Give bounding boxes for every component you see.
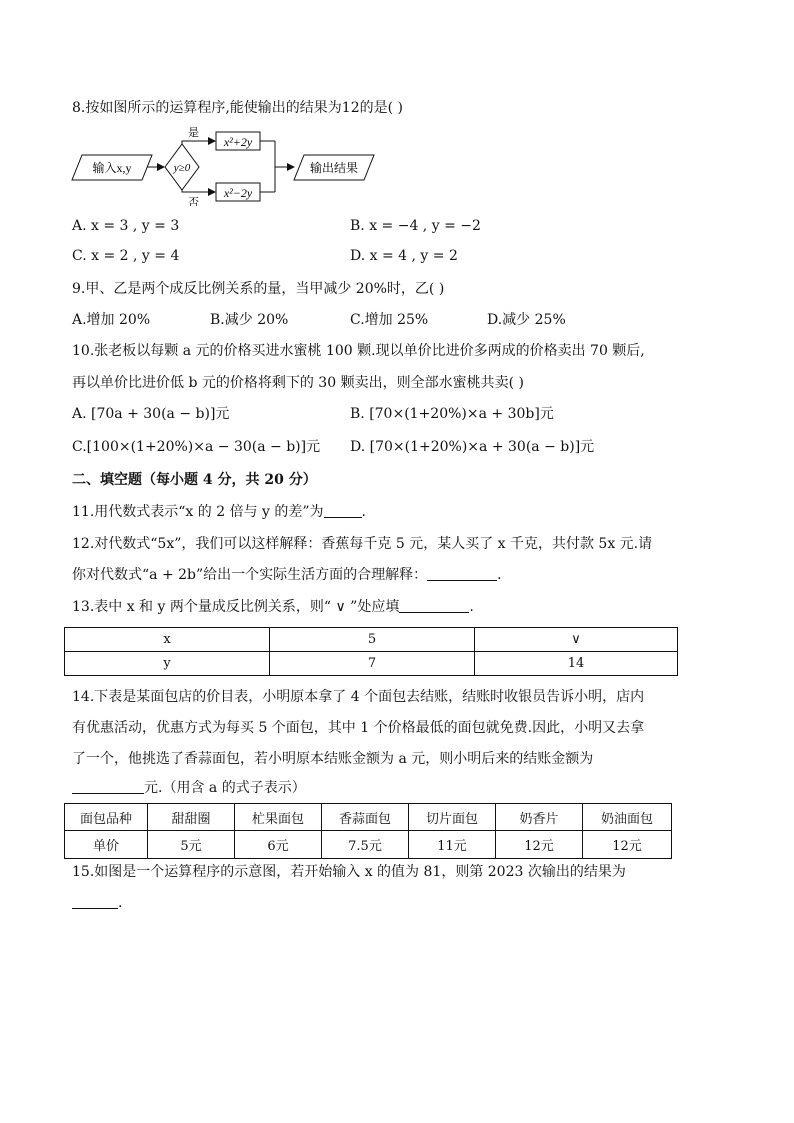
q12-line-1: 12.对代数式“5x”，我们可以这样解释：香蕉每千克 5 元，某人买了 x 千克，共付款 5x 元.请 (72, 536, 653, 552)
condition-label: y≥0 (173, 162, 191, 174)
q14-line-4-text: 元.（用含 a 的式子表示） (144, 780, 306, 796)
q10-option-d: D. [70×(1+20%)×a + 30(a − b)]元 (350, 439, 595, 455)
q14-line-3: 了一个，他挑选了香蒜面包，若小明原本结账金额为 a 元，则小明后来的结账金额为 (72, 751, 594, 767)
q14-line-1: 14.下表是某面包店的价目表，小明原本拿了 4 个面包去结账，结账时收银员告诉小明，店内 (72, 689, 645, 705)
q14-row-1: 5元 (148, 831, 235, 859)
bottom-expr-label: x²−2y (223, 186, 253, 200)
q13-end: . (469, 599, 474, 615)
no-label: 否 (188, 197, 199, 206)
q11-answer-blank[interactable] (324, 503, 362, 518)
q14-line-2: 有优惠活动，优惠方式为每买 5 个面包，其中 1 个价格最低的面包就免费.因此，小明又去拿 (72, 720, 645, 736)
q9-stem: 9.甲、乙是两个成反比例关系的量，当甲减少 20%时，乙( ) (72, 281, 445, 297)
q10-option-b: B. [70×(1+20%)×a + 30b]元 (350, 406, 554, 422)
q14-row-6: 12元 (583, 831, 672, 859)
q14-header-5: 奶香片 (496, 804, 583, 831)
q15-answer-blank[interactable] (72, 894, 118, 909)
q8-option-d: D. x = 4 , y = 2 (350, 248, 458, 264)
section-2-heading: 二、填空题（每小题 4 分，共 20 分） (72, 472, 317, 488)
q12-line-2 (72, 565, 502, 585)
input-label: 输入x,y (92, 161, 132, 175)
q14-answer-blank[interactable] (72, 779, 144, 794)
q9-option-a: A.增加 20% (72, 312, 151, 328)
q12-end: . (497, 567, 502, 583)
q9-option-c: C.增加 25% (350, 312, 429, 328)
top-expr-label: x²+2y (223, 135, 253, 149)
q14-row-0: 单价 (65, 831, 148, 859)
q14-header-1: 甜甜圈 (148, 804, 235, 831)
q13-cell-y-2: 14 (475, 652, 678, 676)
q14-header-0: 面包品种 (65, 804, 148, 831)
q13-cell-x-2: ∨ (475, 628, 678, 652)
q14-header-2: 杧果面包 (235, 804, 322, 831)
q8-option-a: A. x = 3 , y = 3 (72, 218, 180, 234)
yes-label: 是 (188, 127, 199, 139)
q13-cell-x-1: 5 (270, 628, 475, 652)
q8-stem: 8.按如图所示的运算程序,能使输出的结果为12的是( ) (72, 100, 403, 116)
q13 (72, 597, 474, 617)
q12-answer-blank[interactable] (427, 566, 497, 581)
q15-end: . (118, 895, 123, 911)
q13-answer-blank[interactable] (399, 598, 469, 613)
q14-header-4: 切片面包 (409, 804, 496, 831)
q13-table (64, 627, 678, 676)
q13-stem: 13.表中 x 和 y 两个量成反比例关系，则“ ∨ ”处应填 (72, 599, 400, 615)
q10-option-a: A. [70a + 30(a − b)]元 (72, 406, 230, 422)
q15-line-2 (72, 893, 122, 913)
q14-header-3: 香蒜面包 (322, 804, 409, 831)
q10-line-2: 再以单价比进价低 b 元的价格将剩下的 30 颗卖出，则全部水蜜桃共卖( ) (72, 375, 524, 391)
q12-line-2-text: 你对代数式“a + 2b”给出一个实际生活方面的合理解释： (72, 567, 428, 583)
q9-option-d: D.减少 25% (487, 312, 566, 328)
output-label: 输出结果 (309, 161, 359, 175)
q14-row-2: 6元 (235, 831, 322, 859)
q10-option-c: C.[100×(1+20%)×a − 30(a − b)]元 (72, 439, 321, 455)
q14-header-6: 奶油面包 (583, 804, 672, 831)
q14-row-5: 12元 (496, 831, 583, 859)
q14-row-3: 7.5元 (322, 831, 409, 859)
q8-option-b: B. x = −4 , y = −2 (350, 218, 481, 234)
q10-line-1: 10.张老板以每颗 a 元的价格买进水蜜桃 100 颗.现以单价比进价多两成的价格卖出 70 颗后, (72, 343, 645, 359)
q11 (72, 502, 366, 522)
q14-price-table (64, 803, 672, 859)
q13-cell-y-label: y (65, 652, 270, 676)
q11-end: . (361, 504, 366, 520)
q11-stem: 11.用代数式表示“x 的 2 倍与 y 的差”为 (72, 504, 324, 520)
q14-row-4: 11元 (409, 831, 496, 859)
q9-option-b: B.减少 20% (210, 312, 289, 328)
q8-flowchart (68, 124, 378, 206)
q8-option-c: C. x = 2 , y = 4 (72, 248, 180, 264)
q14-line-4 (72, 778, 306, 798)
q13-cell-x-label: x (65, 628, 270, 652)
q15-stem: 15.如图是一个运算程序的示意图，若开始输入 x 的值为 81，则第 2023 次输出的结果为 (72, 864, 626, 880)
q13-cell-y-1: 7 (270, 652, 475, 676)
